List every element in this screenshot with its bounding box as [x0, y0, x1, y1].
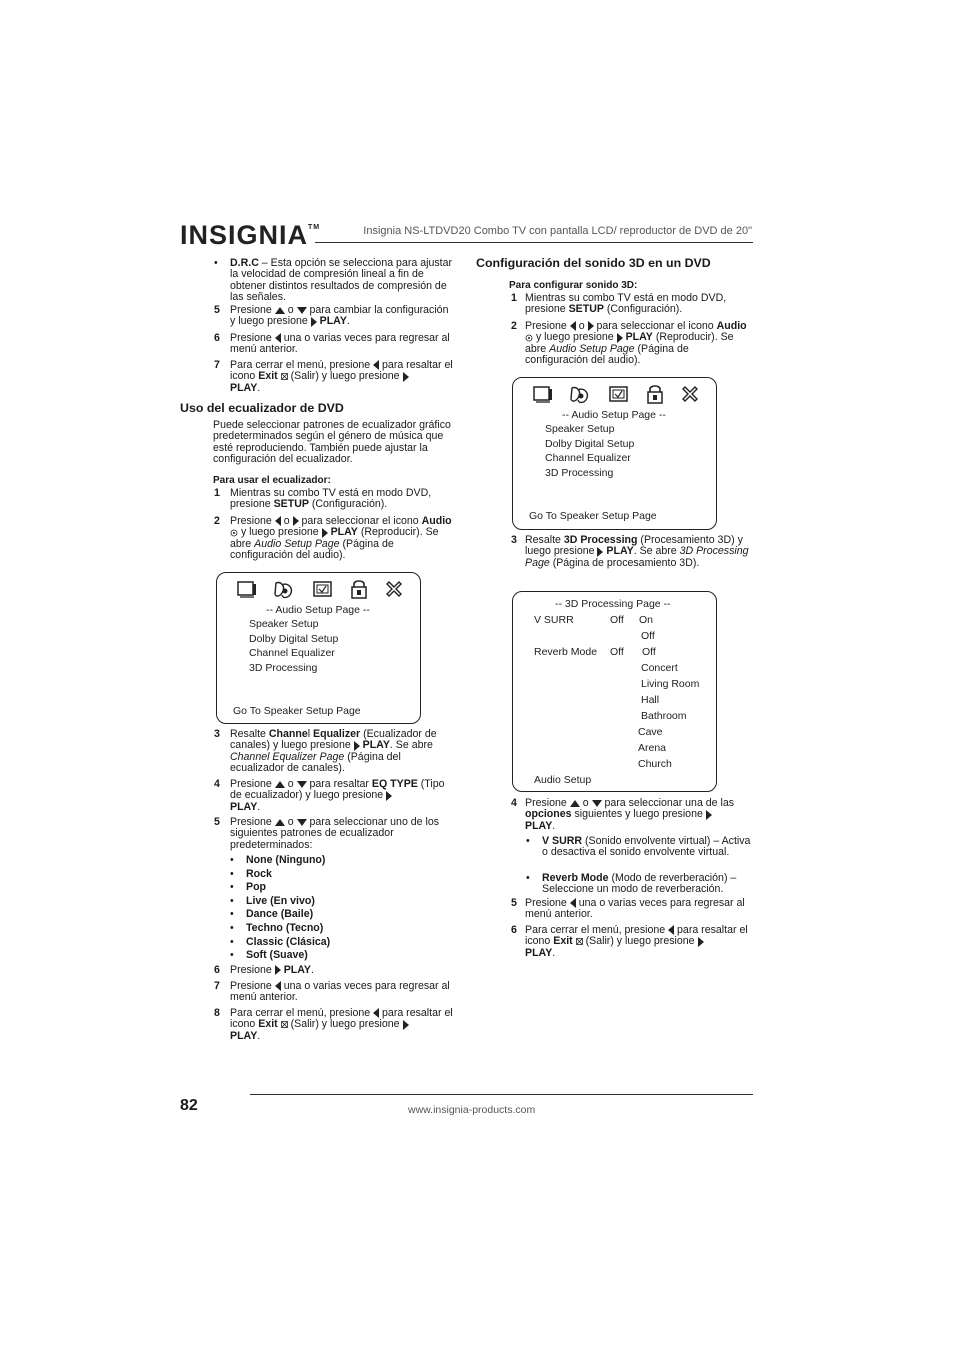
menu-item-3d-processing[interactable]: 3D Processing: [249, 662, 318, 674]
menu-item-speaker-setup[interactable]: Speaker Setup: [249, 618, 319, 630]
option-label-vsurr[interactable]: V SURR: [534, 614, 574, 626]
menu-item-channel-equalizer[interactable]: Channel Equalizer: [249, 647, 335, 659]
right-arrow-icon: [597, 547, 603, 557]
menu-item-channel-equalizer[interactable]: Channel Equalizer: [545, 452, 631, 464]
down-arrow-icon: [592, 800, 602, 807]
equalizer-intro: Puede seleccionar patrones de ecualizador gráfico predeterminados según el género de música que esté reproduciendo. También puede ajustar la configuración del ecualizador.: [213, 419, 451, 466]
step-7: 7 Para cerrar el menú, presione para resaltar el icono Exit (Salir) y luego presione PLAY.: [214, 359, 453, 394]
3d-step-1: 1 Mientras su combo TV está en modo DVD, presione SETUP (Configuración).: [511, 292, 727, 316]
reverb-option-church[interactable]: Church: [638, 758, 672, 770]
down-arrow-icon: [297, 307, 307, 314]
right-arrow-icon: [322, 528, 328, 538]
menu-footer: Go To Speaker Setup Page: [529, 510, 657, 522]
footer-url[interactable]: www.insignia-products.com: [408, 1104, 536, 1116]
audio-setup-menu-screenshot-2: [512, 377, 717, 530]
insignia-logo: INSIGNIA™: [180, 220, 321, 250]
option-label-reverb-mode[interactable]: Reverb Mode: [534, 646, 598, 658]
list-item: • Dance (Baile): [230, 908, 314, 921]
eq-step-1: 1 Mientras su combo TV está en modo DVD, presione SETUP (Configuración).: [214, 487, 432, 511]
header-rule: [315, 242, 753, 243]
section-heading-equalizer: Uso del ecualizador de DVD: [180, 401, 344, 415]
drc-bullet: • D.R.C – Esta opción se selecciona para ajustar la velocidad de compresión lineal a fin de obtener distintos resultados de compresión de las señales.: [214, 257, 452, 304]
up-arrow-icon: [275, 307, 285, 314]
list-item: • Classic (Clásica): [230, 935, 331, 948]
eq-step-5: 5 Presione o para seleccionar uno de los siguientes patrones de ecualizador predeterminados:: [214, 816, 440, 851]
tv-icon: [237, 581, 257, 599]
list-item: • Live (En vivo): [230, 894, 315, 907]
3d-step-5: 5 Presione una o varias veces para regresar al menú anterior.: [511, 897, 745, 921]
eq-step-8: 8 Para cerrar el menú, presione para resaltar el icono Exit (Salir) y luego presione PLAY.: [214, 1007, 453, 1042]
audio-icon: [230, 529, 238, 537]
audio-icon: [525, 334, 533, 342]
tv-icon: [533, 386, 553, 404]
list-item: • Techno (Tecno): [230, 921, 324, 934]
up-arrow-icon: [570, 800, 580, 807]
procedure-title-equalizer: Para usar el ecualizador:: [213, 475, 331, 486]
step-5: 5 Presione o para cambiar la configuración y luego presione PLAY.: [214, 304, 449, 328]
right-arrow-icon: [354, 741, 360, 751]
eq-step-7: 7 Presione una o varias veces para regresar al menú anterior.: [214, 980, 450, 1004]
3d-processing-menu-screenshot: [512, 591, 717, 792]
exit-icon: [281, 1021, 288, 1028]
vsurr-option-on[interactable]: On: [639, 614, 654, 626]
right-arrow-icon: [706, 810, 712, 820]
right-arrow-icon: [311, 317, 317, 327]
eq-step-6: 6 Presione PLAY.: [214, 964, 314, 976]
header-title: Insignia NS-LTDVD20 Combo TV con pantalla LCD/ reproductor de DVD de 20": [363, 225, 752, 237]
right-arrow-icon: [386, 791, 392, 801]
footer-rule: [250, 1094, 753, 1095]
exit-icon: [681, 385, 699, 403]
menu-item-speaker-setup[interactable]: Speaker Setup: [545, 423, 615, 435]
lock-icon: [646, 384, 664, 404]
page-number: 82: [180, 1097, 198, 1114]
menu-item-3d-processing[interactable]: 3D Processing: [545, 467, 614, 479]
menu-title: -- 3D Processing Page --: [555, 598, 671, 610]
menu-footer: Audio Setup: [534, 774, 592, 786]
menu-title: -- Audio Setup Page --: [562, 409, 666, 421]
vsurr-bullet: • V SURR (Sonido envolvente virtual) – Activa o desactiva el sonido envolvente virtual.: [526, 835, 751, 859]
up-arrow-icon: [275, 781, 285, 788]
up-arrow-icon: [275, 819, 285, 826]
reverb-option-arena[interactable]: Arena: [638, 742, 667, 754]
reverb-option-concert[interactable]: Concert: [641, 662, 678, 674]
reverb-option-living-room[interactable]: Living Room: [641, 678, 700, 690]
procedure-title-3d: Para configurar sonido 3D:: [509, 280, 638, 291]
reverb-option-hall[interactable]: Hall: [641, 694, 660, 706]
vsurr-option-off[interactable]: Off: [641, 630, 655, 642]
reverb-bullet: • Reverb Mode (Modo de reverberación) – Seleccione un modo de reverberación.: [526, 872, 737, 896]
speaker-audio-icon: [569, 385, 591, 405]
list-item: • Soft (Suave): [230, 949, 308, 962]
step-6: 6 Presione una o varias veces para regresar al menú anterior.: [214, 332, 450, 356]
3d-step-3: 3 Resalte 3D Processing (Procesamiento 3D) y luego presione PLAY. Se abre 3D Processing Page (Página de procesamiento 3D).: [511, 534, 749, 569]
section-heading-3d-sound: Configuración del sonido 3D en un DVD: [476, 256, 711, 270]
3d-step-2: 2 Presione o para seleccionar el icono Audio y luego presione PLAY (Reproducir). Se abre Audio Setup Page (Página de configuración del audio).: [511, 320, 747, 367]
down-arrow-icon: [297, 781, 307, 788]
reverb-option-off[interactable]: Off: [642, 646, 656, 658]
reverb-current-value: Off: [610, 646, 624, 658]
reverb-option-cave[interactable]: Cave: [638, 726, 663, 738]
menu-item-dolby-digital-setup[interactable]: Dolby Digital Setup: [249, 633, 339, 645]
eq-step-4: 4 Presione o para resaltar EQ TYPE (Tipo de ecualizador) y luego presione PLAY.: [214, 778, 445, 813]
exit-icon: [576, 938, 583, 945]
eq-options-list: [230, 855, 456, 964]
list-item: • Rock: [230, 867, 272, 880]
list-item: • None (Ninguno): [230, 854, 326, 866]
3d-step-4: 4 Presione o para seleccionar una de las opciones siguientes y luego presione PLAY.: [511, 797, 735, 832]
menu-footer: Go To Speaker Setup Page: [233, 705, 361, 717]
eq-step-2: 2 Presione o para seleccionar el icono Audio y luego presione PLAY (Reproducir). Se abre Audio Setup Page (Página de configuración del audio).: [214, 515, 452, 562]
menu-title: -- Audio Setup Page --: [266, 604, 370, 616]
vsurr-current-value: Off: [610, 614, 624, 626]
right-arrow-icon: [275, 965, 281, 975]
reverb-option-bathroom[interactable]: Bathroom: [641, 710, 687, 722]
3d-step-6: 6 Para cerrar el menú, presione para resaltar el icono Exit (Salir) y luego presione PLAY.: [511, 924, 748, 959]
lock-icon: [350, 579, 368, 599]
speaker-audio-icon: [273, 580, 295, 600]
menu-item-dolby-digital-setup[interactable]: Dolby Digital Setup: [545, 438, 635, 450]
down-arrow-icon: [297, 819, 307, 826]
exit-icon: [281, 373, 288, 380]
eq-step-3: 3 Resalte Channel Equalizer (Ecualizador de canales) y luego presione PLAY. Se abre Channel Equalizer Page (Página del ecualizador de canales).: [214, 728, 437, 775]
video-icon: [313, 581, 333, 599]
exit-icon: [385, 580, 403, 598]
video-icon: [609, 386, 629, 404]
right-arrow-icon: [698, 937, 704, 947]
right-arrow-icon: [403, 1020, 409, 1030]
audio-setup-menu-screenshot: [216, 572, 421, 724]
right-arrow-icon: [403, 372, 409, 382]
list-item: • Pop: [230, 881, 267, 894]
right-arrow-icon: [617, 333, 623, 343]
